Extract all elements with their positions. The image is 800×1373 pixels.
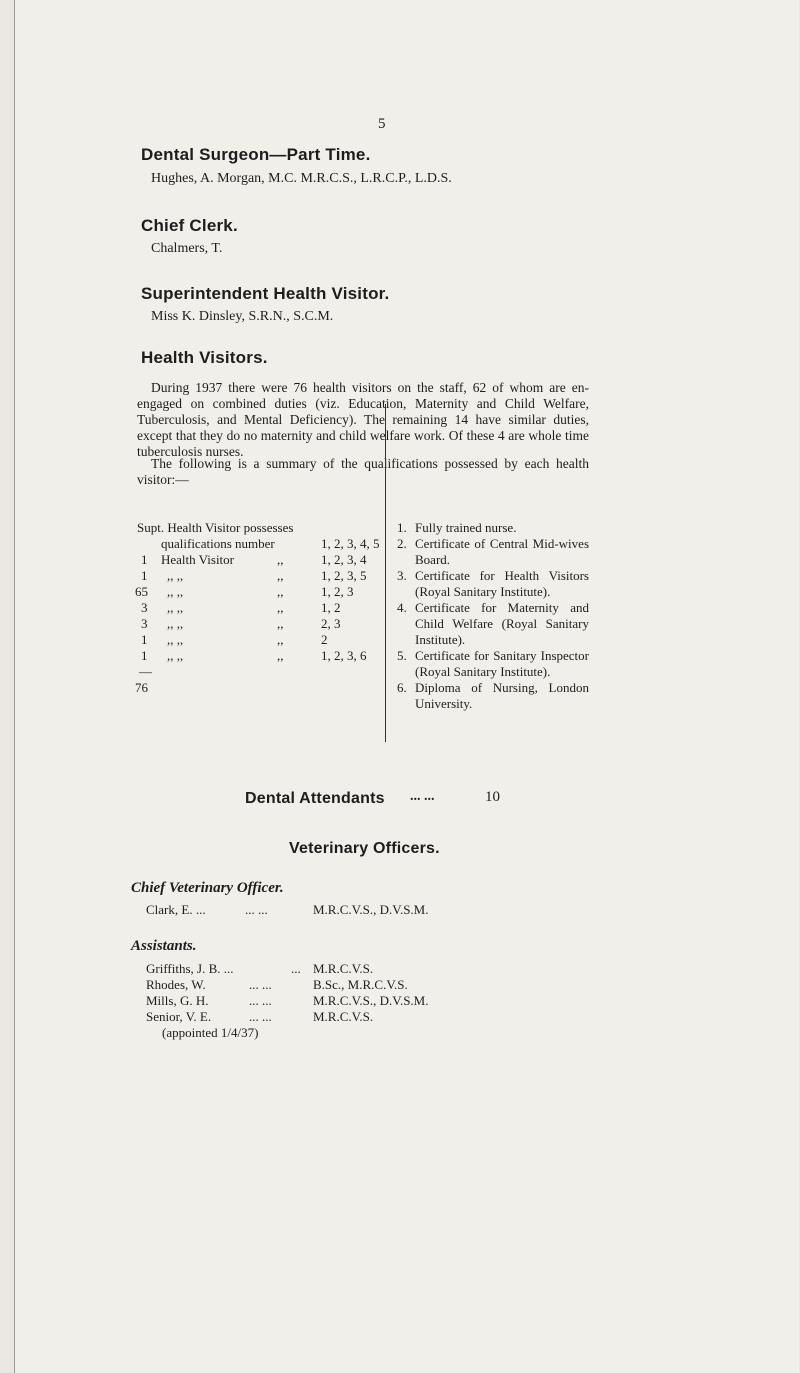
chief-clerk-heading: Chief Clerk.: [141, 216, 238, 235]
chief-clerk-name: Chalmers, T.: [151, 241, 223, 256]
row-quals: 2: [321, 632, 328, 647]
row-desc: ,, ,,: [167, 632, 184, 647]
row-desc: ,, ,,: [167, 584, 184, 599]
assistant-name: Mills, G. H.: [146, 993, 209, 1008]
dental-surgeon-heading: Dental Surgeon—Part Time.: [141, 145, 371, 164]
assistant-quals: M.R.C.V.S.: [313, 961, 374, 976]
assistant-dots: ... ...: [249, 1009, 272, 1024]
assistant-name: Griffiths, J. B. ...: [146, 961, 234, 976]
row-desc: ,, ,,: [167, 600, 184, 615]
key-item: 5. Certificate for Sanitary Inspector (Royal Sanitary Institute).: [397, 648, 589, 679]
row-count: 3: [141, 600, 148, 615]
row-count: 1: [141, 552, 148, 567]
table-header-line-2: qualifications number: [161, 536, 275, 551]
row-desc: ,, ,,: [167, 568, 184, 583]
row-count: 1: [141, 568, 148, 583]
row-quals: 1, 2, 3, 5: [321, 568, 367, 583]
assistants-heading: Assistants.: [131, 938, 197, 954]
row-ditto: ,,: [277, 600, 284, 615]
key-bracket: [385, 404, 386, 742]
chief-vet-heading: Chief Veterinary Officer.: [131, 880, 284, 896]
document-page: [14, 0, 799, 1373]
row-count: 3: [141, 616, 148, 631]
assistant-quals: M.R.C.V.S.: [313, 1009, 374, 1024]
row-quals: 1, 2, 3: [321, 584, 354, 599]
key-item: 3. Certificate for Health Visitors (Royal Sanitary Institute).: [397, 568, 589, 599]
dental-attendants-value: 10: [485, 789, 500, 805]
assistant-dots: ... ...: [249, 977, 272, 992]
row-desc: ,, ,,: [167, 616, 184, 631]
page-number: 5: [378, 116, 386, 132]
supt-qualifications: 1, 2, 3, 4, 5: [321, 536, 380, 551]
assistant-quals: B.Sc., M.R.C.V.S.: [313, 977, 408, 992]
key-item: 1. Fully trained nurse.: [397, 520, 517, 535]
chief-vet-dots: ... ...: [245, 902, 268, 917]
key-item: 4. Certificate for Maternity and Child Welfare (Royal Sanitary Institute).: [397, 600, 589, 647]
row-desc: Health Visitor: [161, 552, 234, 567]
assistant-quals: M.R.C.V.S., D.V.S.M.: [313, 993, 429, 1008]
chief-vet-quals: M.R.C.V.S., D.V.S.M.: [313, 902, 429, 917]
dental-surgeon-name: Hughes, A. Morgan, M.C. M.R.C.S., L.R.C.P., L.D.S.: [151, 171, 452, 186]
superintendent-heading: Superintendent Health Visitor.: [141, 284, 390, 303]
chief-vet-name: Clark, E. ...: [146, 902, 206, 917]
row-count: 65: [135, 584, 148, 599]
dental-attendants-label: Dental Attendants: [245, 790, 385, 807]
assistant-dots: ... ...: [249, 993, 272, 1008]
total-count: 76: [135, 680, 148, 695]
qualification-key: [397, 520, 589, 712]
summary-intro-paragraph: The following is a summary of the qualifications possessed by each health visitor:—: [137, 456, 589, 487]
row-ditto: ,,: [277, 616, 284, 631]
superintendent-name: Miss K. Dinsley, S.R.N., S.C.M.: [151, 309, 334, 324]
row-ditto: ,,: [277, 648, 284, 663]
veterinary-heading: Veterinary Officers.: [289, 840, 440, 857]
dental-attendants-dots: ... ...: [410, 789, 435, 804]
row-count: 1: [141, 648, 148, 663]
appointed-note: (appointed 1/4/37): [162, 1025, 259, 1040]
row-ditto: ,,: [277, 632, 284, 647]
row-quals: 1, 2, 3, 6: [321, 648, 367, 663]
row-quals: 1, 2, 3, 4: [321, 552, 367, 567]
key-item: 2. Certificate of Central Mid-wives Board.: [397, 536, 589, 567]
health-visitors-paragraph: During 1937 there were 76 health visitors on the staff, 62 of whom are en-engaged on combined duties (viz. Education, Maternity and Child Welfare, Tuberculosis, and Mental Deficiency). The remaining 14 have similar duties, except that they do no maternity and child welfare work. Of these 4 are whole time tuberculosis nurses.: [137, 380, 589, 459]
row-ditto: ,,: [277, 584, 284, 599]
row-quals: 1, 2: [321, 600, 341, 615]
row-count: 1: [141, 632, 148, 647]
table-header-line-1: Supt. Health Visitor possesses: [137, 520, 294, 535]
row-desc: ,, ,,: [167, 648, 184, 663]
assistant-name: Rhodes, W.: [146, 977, 206, 992]
assistant-dots: ...: [291, 961, 301, 976]
key-item: 6. Diploma of Nursing, London University.: [397, 680, 589, 711]
row-quals: 2, 3: [321, 616, 341, 631]
row-ditto: ,,: [277, 568, 284, 583]
health-visitors-heading: Health Visitors.: [141, 348, 268, 367]
row-ditto: ,,: [277, 552, 284, 567]
assistant-name: Senior, V. E.: [146, 1009, 212, 1024]
total-rule: —: [139, 664, 152, 679]
